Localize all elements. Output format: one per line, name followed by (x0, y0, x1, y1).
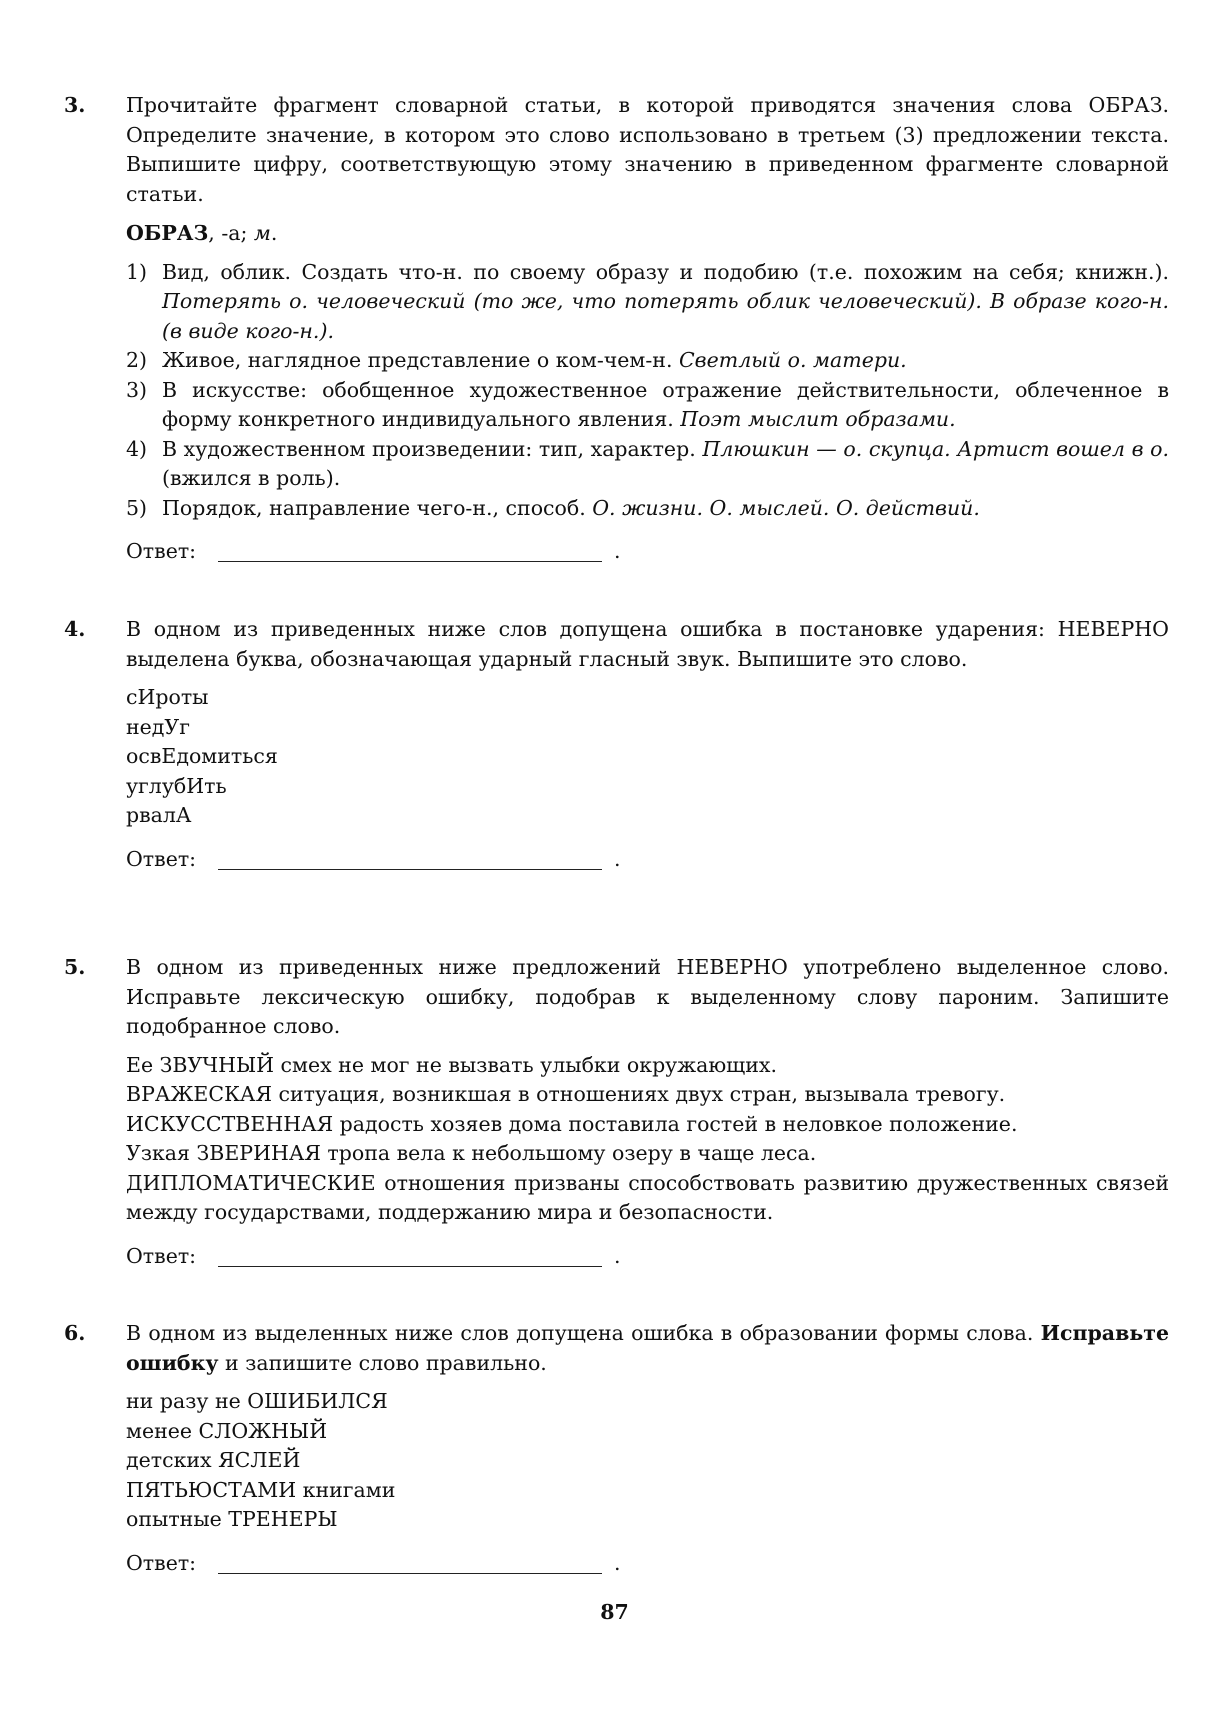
definition-number: 5) (126, 495, 148, 520)
task-number: 3. (64, 93, 86, 117)
sentence-list (126, 1051, 1169, 1228)
task-text-part1: В одном из выделенных ниже слов допущена ошибка в образовании формы слова. (126, 1321, 1041, 1345)
page-number: 87 (600, 1600, 629, 1624)
headword-end: . (270, 221, 278, 245)
definition-examples: О. жизни. О. мыслей. О. действий. (592, 495, 980, 520)
definition-examples: Поэт мыслит образами. (680, 407, 956, 431)
phrase-item: ПЯТЬЮСТАМИ книгами (126, 1477, 396, 1502)
task-3 (64, 91, 1169, 567)
word-item: недУг (126, 714, 190, 739)
answer-row (126, 537, 1169, 567)
task-6 (64, 1319, 1169, 1579)
answer-dot: . (614, 846, 621, 871)
answer-label: Ответ: (126, 1550, 197, 1575)
task-body (126, 91, 1169, 567)
task-body (126, 953, 1169, 1272)
answer-field[interactable] (218, 1266, 602, 1267)
definition-examples: Потерять о. человеческий (то же, что потерять облик человеческий). В образе кого-н. (в виде кого-н.). (162, 289, 1169, 343)
definition-number: 2) (126, 348, 148, 372)
sentence-item: Ее ЗВУЧНЫЙ смех не мог не вызвать улыбки окружающих. (126, 1052, 777, 1077)
task-5 (64, 953, 1169, 1272)
task-body (126, 1319, 1169, 1579)
answer-label: Ответ: (126, 846, 197, 871)
phrase-item: опытные ТРЕНЕРЫ (126, 1507, 338, 1531)
word-item: освЕдомиться (126, 744, 278, 768)
definition-item (126, 346, 1169, 376)
phrase-item: ни разу не ОШИБИЛСЯ (126, 1389, 388, 1413)
task-text-part2: и запишите слово правильно. (218, 1350, 547, 1375)
task-text: В одном из приведенных ниже предложений НЕВЕРНО употреблено выделенное слово. Исправьте лексическую ошибку, подобрав к выделенному слову пароним. Запишите подобранное слово. (126, 955, 1169, 1038)
answer-row (126, 845, 1169, 875)
answer-dot: . (614, 1550, 621, 1575)
word-item: рвалА (126, 803, 192, 827)
definition-number: 4) (126, 436, 148, 461)
answer-dot: . (614, 1243, 621, 1268)
definition-examples: Плюшкин — о. скупца. Артист вошел в о. (702, 436, 1169, 461)
sentence-item: ВРАЖЕСКАЯ ситуация, возникшая в отношениях двух стран, вызывала тревогу. (126, 1082, 1006, 1106)
task-text-bold: Исправьте ошибку (126, 1321, 1169, 1375)
task-4 (64, 615, 1169, 875)
sentence-item: ДИПЛОМАТИЧЕСКИЕ отношения призваны способствовать развитию дружественных связей между государствами, поддержанию мира и безопасности. (126, 1170, 1169, 1224)
answer-row (126, 1549, 1169, 1579)
definition-number: 3) (126, 377, 148, 402)
answer-label: Ответ: (126, 539, 197, 563)
definition-tail: (вжился в роль). (162, 466, 341, 490)
task-text: В одном из приведенных ниже слов допущена ошибка в постановке ударения: НЕВЕРНО выделена буква, обозначающая ударный гласный звук. Выпишите это слово. (126, 617, 1169, 671)
definition-item (126, 494, 1169, 524)
headword-gender: м (253, 221, 271, 245)
task-number: 4. (64, 617, 86, 641)
phrase-list (126, 1387, 1169, 1535)
definition-item (126, 376, 1169, 435)
definition-text: Порядок, направление чего-н., способ. (162, 495, 593, 520)
definition-item (126, 258, 1169, 347)
answer-row (126, 1242, 1169, 1272)
definition-text: Вид, облик. Создать что-н. по своему образу и подобию (т.е. похожим на себя; книжн.). (162, 259, 1169, 284)
task-body (126, 615, 1169, 875)
phrase-item: менее СЛОЖНЫЙ (126, 1418, 328, 1443)
sentence-item: Узкая ЗВЕРИНАЯ тропа вела к небольшому озеру в чаще леса. (126, 1141, 817, 1165)
definition-text: В художественном произведении: тип, характер. (162, 436, 703, 461)
answer-label: Ответ: (126, 1243, 197, 1268)
answer-field[interactable] (218, 1573, 602, 1574)
task-number: 6. (64, 1321, 86, 1345)
answer-dot: . (614, 539, 621, 563)
task-number: 5. (64, 955, 86, 979)
definition-text: В искусстве: обобщенное художественное отражение действительности, облеченное в форму конкретного индивидуального явления. (162, 377, 1169, 431)
dictionary-headword-line (126, 219, 1169, 249)
task-text (126, 1319, 1169, 1378)
sentence-item: ИСКУССТВЕННАЯ радость хозяев дома поставила гостей в неловкое положение. (126, 1111, 1018, 1136)
task-text: Прочитайте фрагмент словарной статьи, в которой приводятся значения слова ОБРАЗ. Определите значение, в котором это слово использовано в третьем (3) предложении текста. Выпишите цифру, соответствующую этому значению в приведенном фрагменте словарной статьи. (126, 93, 1169, 206)
phrase-item: детских ЯСЛЕЙ (126, 1448, 301, 1472)
word-list (126, 683, 1169, 831)
word-item: сИроты (126, 685, 209, 709)
word-item: углубИть (126, 773, 227, 798)
definition-text: Живое, наглядное представление о ком-чем-н. (162, 348, 679, 372)
definition-examples: Светлый о. матери. (679, 348, 907, 372)
definitions-list (126, 258, 1169, 524)
headword: ОБРАЗ (126, 221, 209, 245)
answer-field[interactable] (218, 561, 602, 562)
answer-field[interactable] (218, 869, 602, 870)
definition-number: 1) (126, 259, 148, 284)
headword-forms: , -а; (208, 221, 254, 245)
definition-item (126, 435, 1169, 494)
